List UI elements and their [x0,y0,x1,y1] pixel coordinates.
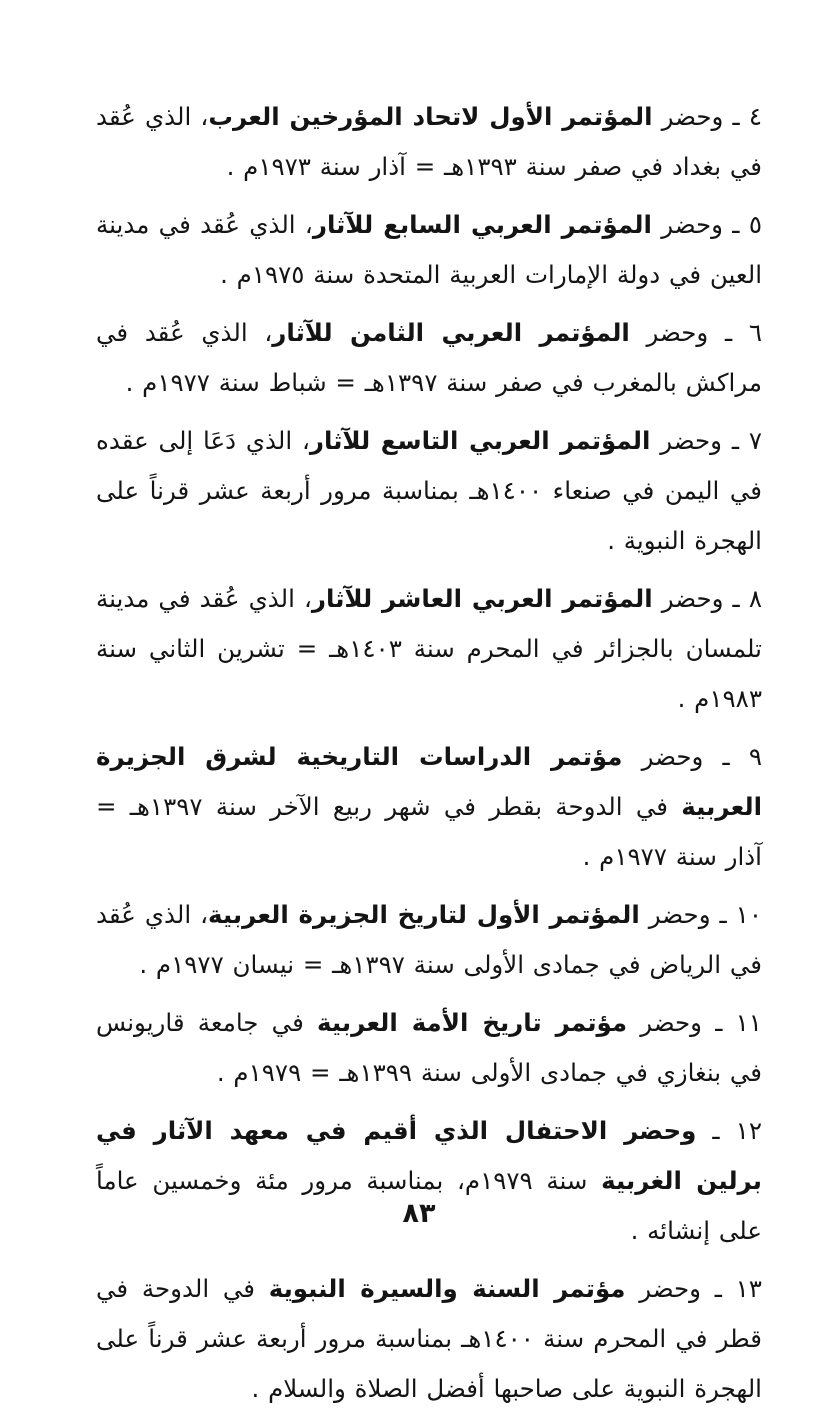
item-text-lead: وحضر [639,1274,701,1303]
item-title: مؤتمر السنة والسيرة النبوية [268,1274,626,1303]
item-number: ٦ [748,318,762,347]
item-number: ٤ [748,102,762,131]
item-title: المؤتمر العربي العاشر للآثار [311,584,653,613]
item-number: ١٠ [735,900,762,929]
item-title: وحضر الاحتفال الذي أقيم في معهد الآثار في برلين الغربية [96,1116,762,1195]
item-number: ١٣ [735,1274,762,1303]
item-title: المؤتمر العربي الثامن للآثار [272,318,630,347]
item-text-rest: في الدوحة في قطر في المحرم سنة ١٤٠٠هـ بمناسبة مرور أربعة عشر قرناً على الهجرة النبوية على صاحبها أفضل الصلاة والسلام . [96,1274,762,1403]
list-item: ٥ ـ وحضر المؤتمر العربي السابع للآثار، الذي عُقد في مدينة العين في دولة الإمارات العربية المتحدة سنة ١٩٧٥م . [96,210,762,289]
item-text-lead: وحضر [661,210,723,239]
item-title: مؤتمر تاريخ الأمة العربية [317,1008,628,1037]
list-item: ٩ ـ وحضر مؤتمر الدراسات التاريخية لشرق الجزيرة العربية في الدوحة بقطر في شهر ربيع الآخر سنة ١٣٩٧هـ = آذار سنة ١٩٧٧م . [96,742,762,871]
list-item: ٧ ـ وحضر المؤتمر العربي التاسع للآثار، الذي دَعَا إلى عقده في اليمن في صنعاء ١٤٠٠هـ بمناسبة مرور أربعة عشر قرناً على الهجرة النبوية . [96,426,762,555]
item-text-rest: ، الذي عُقد في مراكش بالمغرب في صفر سنة ١٣٩٧هـ = شباط سنة ١٩٧٧م . [96,318,762,397]
item-title: المؤتمر الأول لتاريخ الجزيرة العربية [208,900,640,929]
item-number: ١٢ [735,1116,762,1145]
item-text-lead: وحضر [648,900,711,929]
item-text-rest: ، الذي عُقد في مدينة تلمسان بالجزائر في المحرم سنة ١٤٠٣هـ = تشرين الثاني سنة ١٩٨٣م . [96,584,762,713]
item-text-lead: وحضر [661,102,724,131]
item-number: ١١ [735,1008,762,1037]
item-text-rest: ، الذي عُقد في بغداد في صفر سنة ١٣٩٣هـ = آذار سنة ١٩٧٣م . [96,102,762,181]
item-text-rest: ، الذي دَعَا إلى عقده في اليمن في صنعاء ١٤٠٠هـ بمناسبة مرور أربعة عشر قرناً على الهجرة النبوية . [96,426,762,555]
item-text-rest: في جامعة قاريونس في بنغازي في جمادى الأولى سنة ١٣٩٩هـ = ١٩٧٩م . [96,1008,762,1087]
item-title: المؤتمر الأول لاتحاد المؤرخين العرب [208,102,653,131]
item-text-lead: وحضر [660,426,722,455]
list-item: ١٢ ـ وحضر الاحتفال الذي أقيم في معهد الآثار في برلين الغربية سنة ١٩٧٩م، بمناسبة مرور مئة وخمسين عاماً على إنشائه . [96,1116,762,1245]
list-item: ٦ ـ وحضر المؤتمر العربي الثامن للآثار، الذي عُقد في مراكش بالمغرب في صفر سنة ١٣٩٧هـ = شباط سنة ١٩٧٧م . [96,318,762,397]
item-title: المؤتمر العربي السابع للآثار [312,210,652,239]
item-number: ٨ [748,584,762,613]
item-number: ٥ [748,210,762,239]
item-text-lead: وحضر [640,1008,703,1037]
list-item: ١١ ـ وحضر مؤتمر تاريخ الأمة العربية في جامعة قاريونس في بنغازي في جمادى الأولى سنة ١٣٩٩هـ = ١٩٧٩م . [96,1008,762,1087]
item-number: ٧ [748,426,762,455]
item-text-rest: ، الذي عُقد في الرياض في جمادى الأولى سنة ١٣٩٧هـ = نيسان ١٩٧٧م . [96,900,762,979]
item-text-lead: وحضر [661,584,724,613]
item-title: مؤتمر الدراسات التاريخية لشرق الجزيرة العربية [96,742,762,821]
item-text-rest: في الدوحة بقطر في شهر ربيع الآخر سنة ١٣٩٧هـ = آذار سنة ١٩٧٧م . [96,792,762,871]
item-text-rest: ، الذي عُقد في مدينة العين في دولة الإمارات العربية المتحدة سنة ١٩٧٥م . [96,210,762,289]
item-text-lead: وحضر [641,742,704,771]
item-title: المؤتمر العربي التاسع للآثار [309,426,651,455]
list-item: ٤ ـ وحضر المؤتمر الأول لاتحاد المؤرخين العرب، الذي عُقد في بغداد في صفر سنة ١٣٩٣هـ = آذار سنة ١٩٧٣م . [96,102,762,181]
item-text-rest: سنة ١٩٧٩م، بمناسبة مرور مئة وخمسين عاماً على إنشائه . [96,1166,762,1245]
item-text-lead: وحضر [646,318,709,347]
item-number: ٩ [748,742,762,771]
list-item: ١٣ ـ وحضر مؤتمر السنة والسيرة النبوية في الدوحة في قطر في المحرم سنة ١٤٠٠هـ بمناسبة مرور أربعة عشر قرناً على الهجرة النبوية على صاحبها أفضل الصلاة والسلام . [96,1274,762,1403]
list-item: ٨ ـ وحضر المؤتمر العربي العاشر للآثار، الذي عُقد في مدينة تلمسان بالجزائر في المحرم سنة ١٤٠٣هـ = تشرين الثاني سنة ١٩٨٣م . [96,584,762,713]
list-item: ١٠ ـ وحضر المؤتمر الأول لتاريخ الجزيرة العربية، الذي عُقد في الرياض في جمادى الأولى سنة ١٣٩٧هـ = نيسان ١٩٧٧م . [96,900,762,979]
page-number: ٨٣ [402,1198,436,1229]
